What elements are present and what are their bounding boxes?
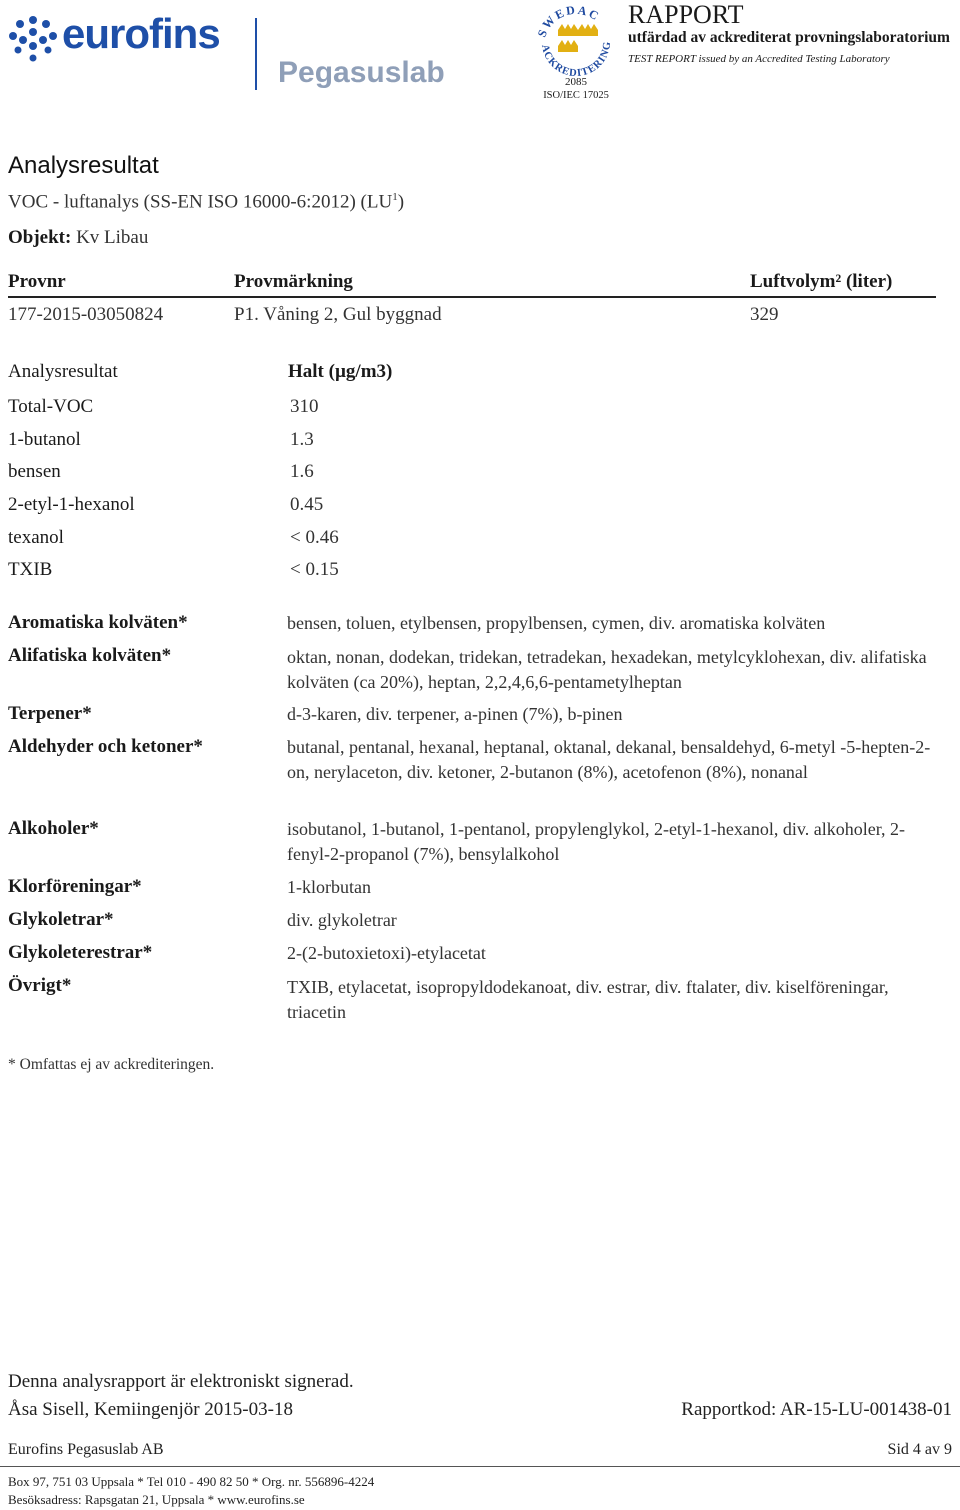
report-title: RAPPORT <box>628 0 744 29</box>
result-name: Total-VOC <box>8 396 94 417</box>
result-value: 1.3 <box>290 429 314 450</box>
results-header-name: Analysresultat <box>8 361 118 382</box>
group-name: Alifatiska kolväten* <box>8 645 172 666</box>
result-name: texanol <box>8 527 64 548</box>
group-description: 1-klorbutan <box>287 877 371 897</box>
report-code: Rapportkod: AR-15-LU-001438-01 <box>681 1399 952 1420</box>
group-name: Terpener* <box>8 703 92 724</box>
eurofins-mark-icon <box>6 14 60 68</box>
report-subtitle: utfärdad av ackrediterat provningslaboratorium <box>628 29 950 46</box>
logo-divider <box>255 18 257 90</box>
result-name: TXIB <box>8 559 53 580</box>
method-line <box>8 191 404 213</box>
result-value: 0.45 <box>290 494 324 515</box>
table-header-rule <box>8 296 936 298</box>
result-value: 310 <box>290 396 319 417</box>
group-name: Aromatiska kolväten* <box>8 612 188 633</box>
group-description: oktan, nonan, dodekan, tridekan, tetradekan, hexadekan, metylcyklohexan, div. alifatiska kolväten (ca 20%), heptan, 2,2,4,6,6-pentametylheptan <box>287 647 927 692</box>
object-label: Objekt: <box>8 227 72 248</box>
group-description: TXIB, etylacetat, isopropyldodekanoat, div. estrar, div. ftalater, div. kiselföreningar, triacetin <box>287 977 889 1022</box>
accreditation-footnote: * Omfattas ej av ackrediteringen. <box>8 1056 215 1073</box>
group-name: Aldehyder och ketoner* <box>8 736 203 757</box>
group-name: Glykoleterestrar* <box>8 942 153 963</box>
group-description: d-3-karen, div. terpener, a-pinen (7%), b-pinen <box>287 704 623 724</box>
group-description: bensen, toluen, etylbensen, propylbensen, cymen, div. aromatiska kolväten <box>287 613 826 633</box>
method-footnote-ref: 1 <box>392 191 398 203</box>
seal-number: 2085 <box>565 76 587 88</box>
result-name: 2-etyl-1-hexanol <box>8 494 135 515</box>
group-name: Alkoholer* <box>8 818 99 839</box>
result-value: 1.6 <box>290 461 314 482</box>
col-header-provmarkning: Provmärkning <box>234 271 353 292</box>
col-header-provnr: Provnr <box>8 271 66 292</box>
page-title: Analysresultat <box>8 152 159 179</box>
cell-provmarkning: P1. Våning 2, Gul byggnad <box>234 304 442 325</box>
company-name: Eurofins Pegasuslab AB <box>8 1441 164 1458</box>
swedac-accreditation-seal <box>534 2 618 100</box>
cell-luftvolym: 329 <box>750 304 779 325</box>
sub-brand-name: Pegasuslab <box>278 56 445 89</box>
eurofins-logo <box>6 6 246 66</box>
group-description: butanal, pentanal, hexanal, heptanal, oktanal, dekanal, bensaldehyd, 6-metyl -5-hepten-2-on, nerylaceton, div. ketoner, 2-butanon (8%), acetofenon (8%), nonanal <box>287 737 931 782</box>
group-description: 2-(2-butoxietoxi)-etylacetat <box>287 943 486 963</box>
address-line-1: Box 97, 751 03 Uppsala * Tel 010 - 490 82 50 * Org. nr. 556896-4224 <box>8 1474 375 1489</box>
group-name: Klorföreningar* <box>8 876 142 897</box>
footer-rule <box>0 1466 960 1467</box>
seal-arc-bottom: ACKREDITERING <box>538 40 614 80</box>
seal-arc-top: SWEDAC <box>534 2 603 40</box>
page-number: Sid 4 av 9 <box>887 1441 952 1458</box>
cell-provnr: 177-2015-03050824 <box>8 304 164 325</box>
report-subtitle-en: TEST REPORT issued by an Accredited Testing Laboratory <box>628 53 890 65</box>
result-name: bensen <box>8 461 61 482</box>
method-text: VOC - luftanalys (SS-EN ISO 16000-6:2012) (LU <box>8 191 393 213</box>
result-value: < 0.15 <box>290 559 339 580</box>
signer-line: Åsa Sisell, Kemiingenjör 2015-03-18 <box>8 1399 293 1420</box>
group-name: Glykoletrar* <box>8 909 114 930</box>
signature-notice: Denna analysrapport är elektroniskt signerad. <box>8 1371 354 1392</box>
seal-standard: ISO/IEC 17025 <box>543 90 609 100</box>
object-line <box>8 227 148 249</box>
group-description: isobutanol, 1-butanol, 1-pentanol, propylenglykol, 2-etyl-1-hexanol, div. alkoholer, 2-fenyl-2-propanol (7%), bensylalkohol <box>287 819 905 864</box>
swedac-crown-icon <box>534 2 618 100</box>
method-end: ) <box>397 191 405 213</box>
result-value: < 0.46 <box>290 527 339 548</box>
col-header-luftvolym: Luftvolym² (liter) <box>750 271 893 292</box>
group-description: div. glykoletrar <box>287 910 397 930</box>
brand-name: eurofins <box>62 10 220 57</box>
group-name: Övrigt* <box>8 975 72 996</box>
results-header-value: Halt (µg/m3) <box>288 361 393 382</box>
result-name: 1-butanol <box>8 429 81 450</box>
address-line-2: Besöksadress: Rapsgatan 21, Uppsala * www.eurofins.se <box>8 1492 305 1507</box>
object-value: Kv Libau <box>76 227 149 248</box>
